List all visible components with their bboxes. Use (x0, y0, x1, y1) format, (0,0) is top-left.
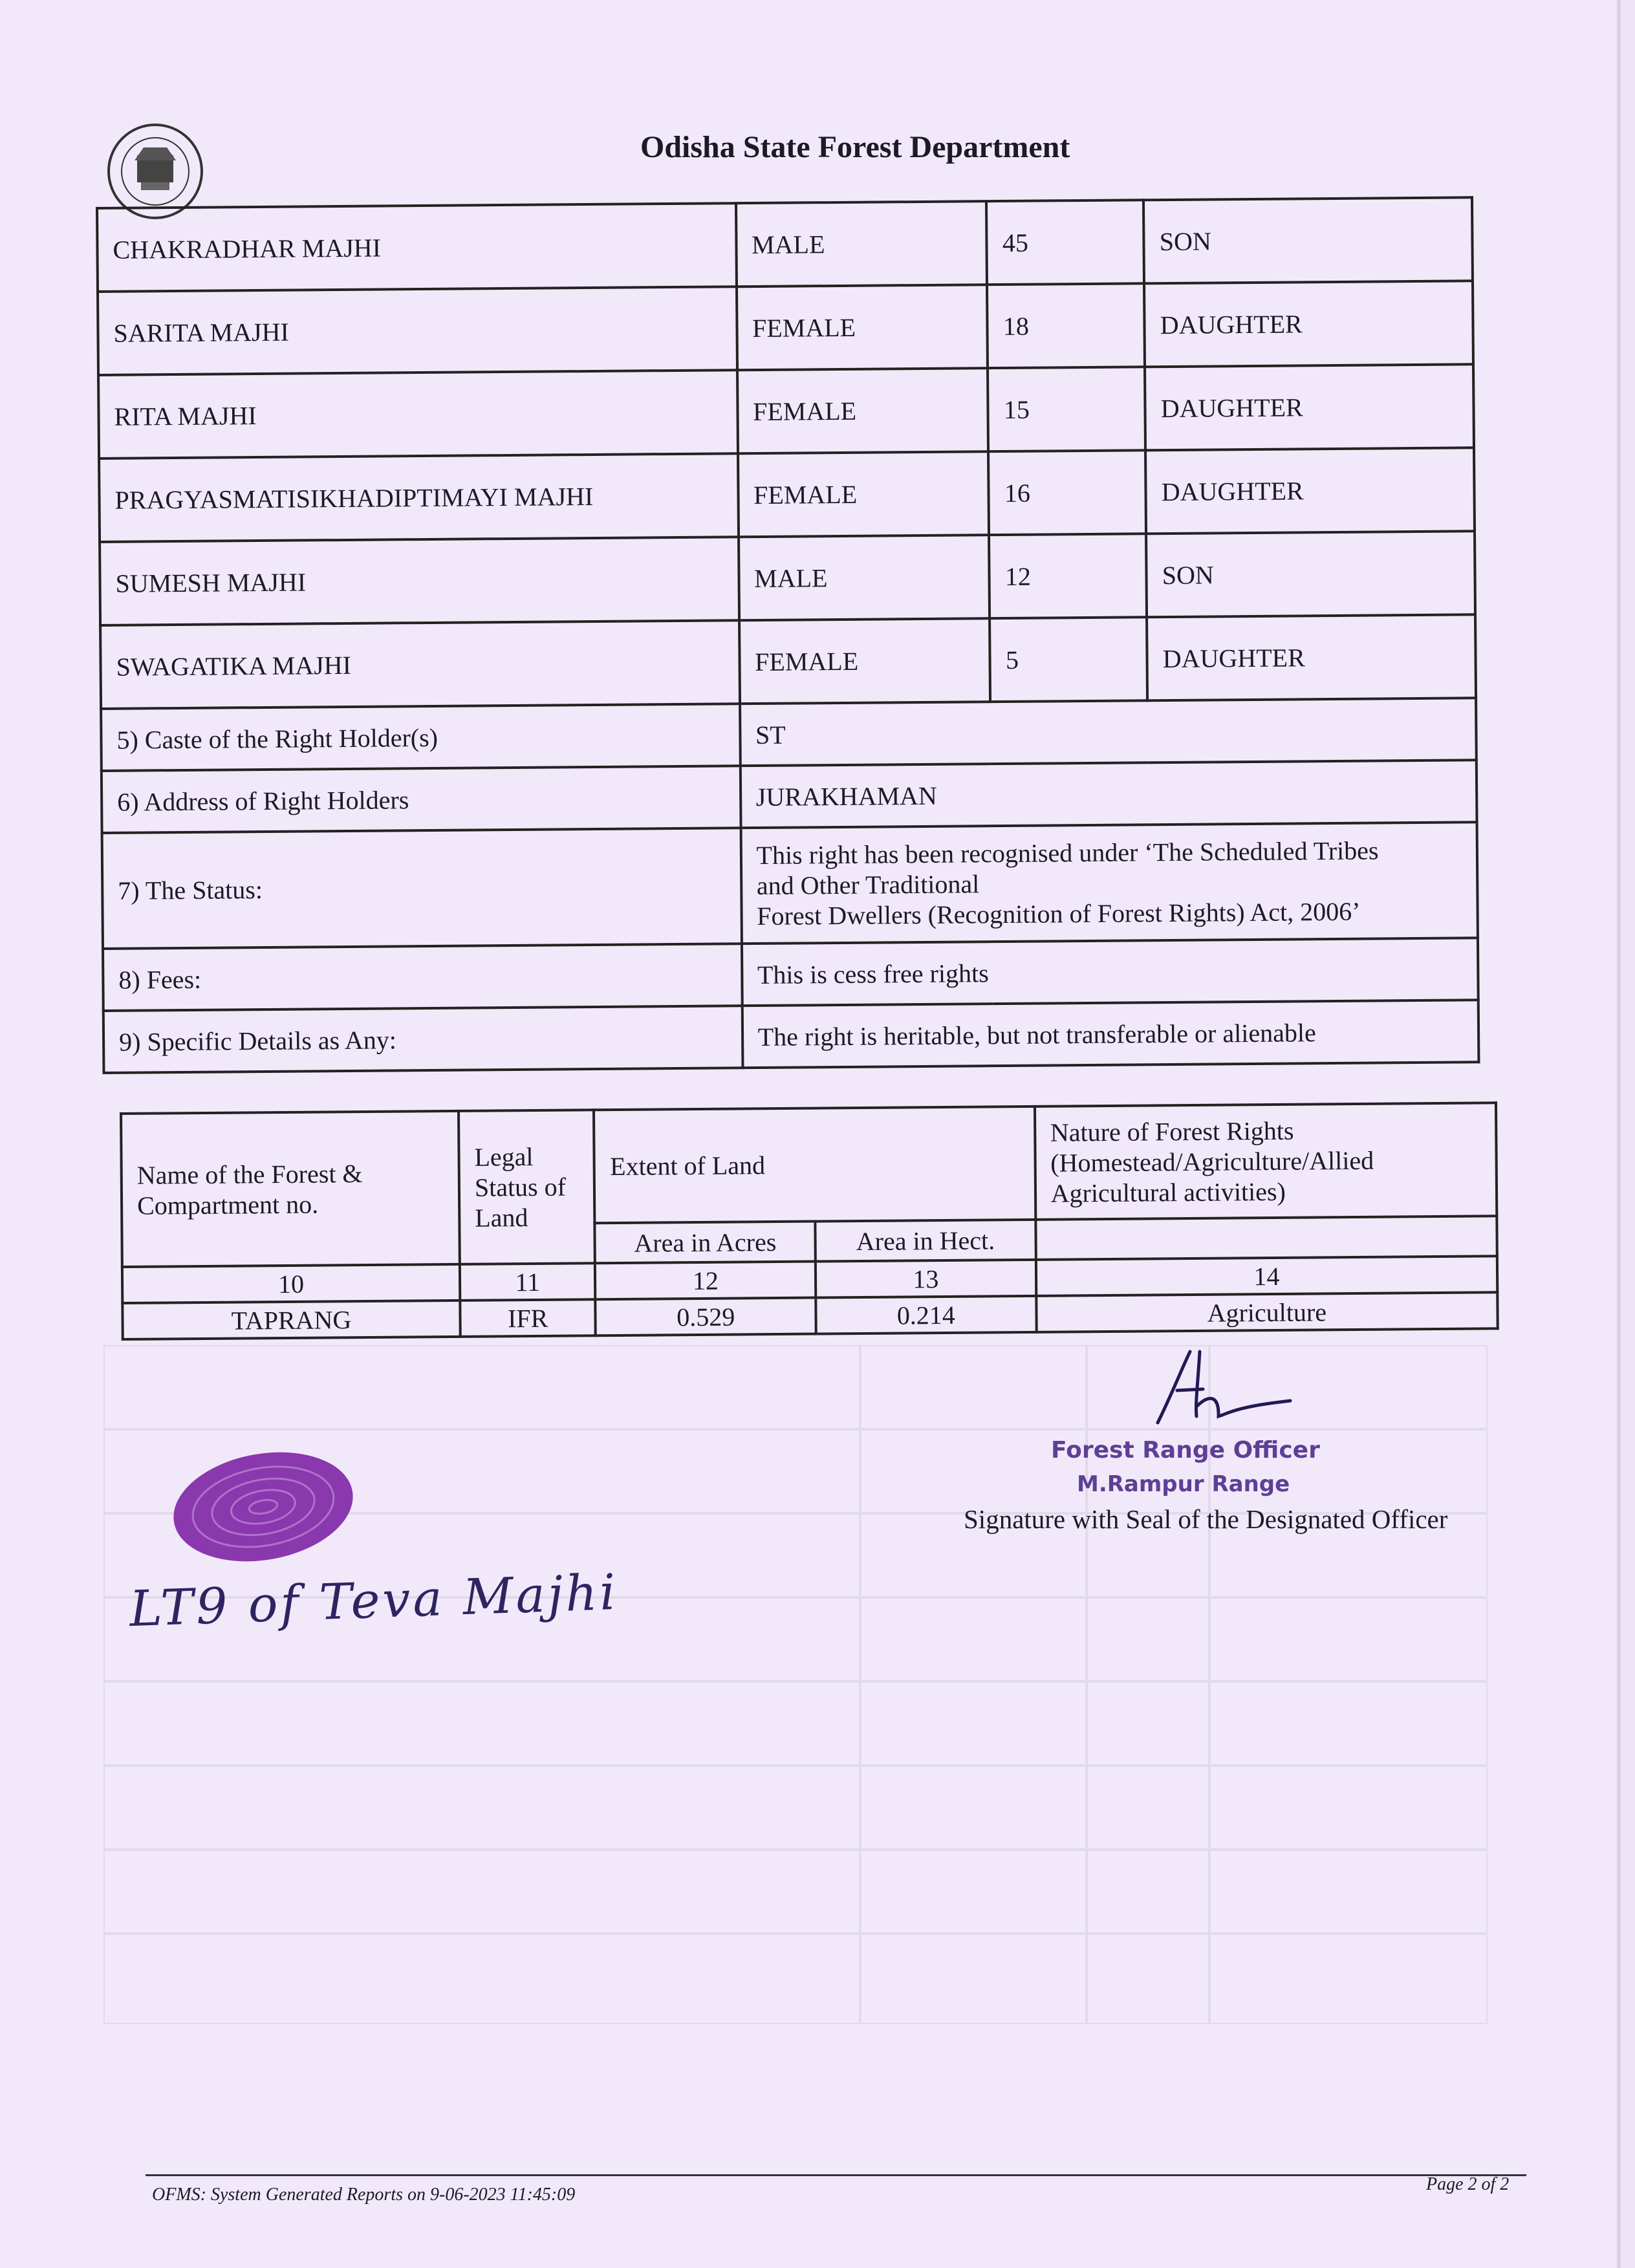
legal-header-line: Land (475, 1203, 528, 1233)
table-row (100, 531, 1475, 625)
address-value: JURAKHAMAN (740, 760, 1477, 828)
status-value (741, 822, 1478, 944)
member-name: PRAGYASMATISIKHADIPTIMAYI MAJHI (99, 453, 739, 542)
fees-value: This is cess free rights (742, 938, 1478, 1006)
area-acres: 0.529 (596, 1298, 816, 1336)
forest-header (121, 1111, 460, 1267)
status-label: 7) The Status: (102, 828, 742, 949)
forest-header-line: Compartment no. (136, 1189, 319, 1220)
member-gender: FEMALE (737, 285, 988, 370)
member-gender: MALE (739, 535, 990, 620)
table-row (98, 364, 1474, 459)
area-hect-header: Area in Hect. (815, 1220, 1035, 1262)
specific-details-label: 9) Specific Details as Any: (103, 1006, 742, 1073)
forest-header-line: Name of the Forest & (136, 1158, 363, 1190)
status-line: Forest Dwellers (Recognition of Forest Rights) Act, 2006’ (757, 896, 1361, 931)
member-age: 5 (990, 617, 1147, 702)
member-relation: DAUGHTER (1144, 281, 1473, 367)
legal-status-header (459, 1110, 595, 1264)
caste-value: ST (740, 698, 1477, 766)
extent-header: Extent of Land (594, 1107, 1035, 1223)
column-number: 12 (595, 1262, 816, 1300)
area-hect: 0.214 (816, 1296, 1036, 1334)
land-details-table (120, 1101, 1499, 1341)
member-name: SWAGATIKA MAJHI (100, 620, 740, 709)
status-row (102, 822, 1478, 949)
seal-officer-title: Forest Range Officer (1051, 1437, 1320, 1463)
footer-divider (146, 2174, 1526, 2176)
fees-row (103, 938, 1478, 1011)
member-relation: SON (1146, 531, 1475, 617)
signature-caption: Signature with Seal of the Designated Officer (964, 1504, 1448, 1534)
legal-status: IFR (460, 1299, 596, 1337)
member-relation: DAUGHTER (1147, 614, 1476, 700)
member-gender: FEMALE (738, 451, 990, 537)
nature-header-line: Nature of Forest Rights (1050, 1116, 1294, 1147)
specific-details-row (103, 1000, 1479, 1073)
member-age: 12 (989, 534, 1147, 618)
nature-header-line: (Homestead/Agriculture/Allied (1050, 1145, 1374, 1178)
right-holders-table (96, 196, 1480, 1074)
member-age: 16 (988, 450, 1146, 535)
column-number: 10 (122, 1264, 460, 1303)
forest-name: TAPRANG (122, 1301, 460, 1339)
table-row (100, 614, 1476, 709)
caste-label: 5) Caste of the Right Holder(s) (101, 704, 740, 771)
table-row (99, 448, 1475, 542)
nature-header-line: Agricultural activities) (1050, 1176, 1286, 1208)
member-relation: SON (1143, 197, 1473, 283)
member-age: 15 (988, 367, 1145, 451)
address-label: 6) Address of Right Holders (102, 766, 741, 833)
handwritten-note: LT9 of Teva Majhi (128, 1562, 619, 1638)
legal-header-line: Status of (474, 1172, 567, 1202)
page-number: Page 2 of 2 (1426, 2174, 1510, 2194)
column-number: 11 (460, 1263, 596, 1301)
nature-header (1035, 1103, 1497, 1220)
specific-details-value: The right is heritable, but not transferable or alienable (742, 1000, 1478, 1068)
member-gender: FEMALE (737, 368, 989, 453)
page-title: Odisha State Forest Department (640, 130, 1070, 164)
thumbprint-image (169, 1445, 357, 1568)
nature-of-rights: Agriculture (1036, 1292, 1498, 1332)
nature-subheader (1035, 1216, 1497, 1260)
caste-row (101, 698, 1477, 771)
member-name: RITA MAJHI (98, 370, 738, 459)
member-age: 45 (986, 200, 1144, 285)
member-relation: DAUGHTER (1145, 448, 1475, 534)
status-line: and Other Traditional (756, 869, 980, 901)
member-name: SUMESH MAJHI (100, 537, 739, 625)
fees-label: 8) Fees: (103, 944, 742, 1011)
address-row (102, 760, 1477, 833)
table-row (97, 197, 1473, 292)
member-gender: FEMALE (739, 618, 991, 704)
member-relation: DAUGHTER (1145, 364, 1474, 450)
footer-report-text: OFMS: System Generated Reports on 9-06-2023 11:45:09 (152, 2185, 576, 2205)
land-header-row (121, 1103, 1497, 1227)
seal-range-name: M.Rampur Range (1077, 1471, 1290, 1497)
column-number: 13 (816, 1260, 1036, 1298)
member-gender: MALE (736, 201, 988, 286)
area-acres-header: Area in Acres (595, 1222, 816, 1264)
officer-signature (1138, 1345, 1294, 1429)
member-age: 18 (987, 283, 1145, 368)
status-line: This right has been recognised under ‘The Scheduled Tribes (756, 836, 1379, 870)
legal-header-line: Legal (474, 1141, 534, 1172)
table-row (98, 281, 1473, 375)
member-name: SARITA MAJHI (98, 286, 737, 375)
member-name: CHAKRADHAR MAJHI (97, 203, 737, 292)
column-number: 14 (1035, 1256, 1497, 1296)
